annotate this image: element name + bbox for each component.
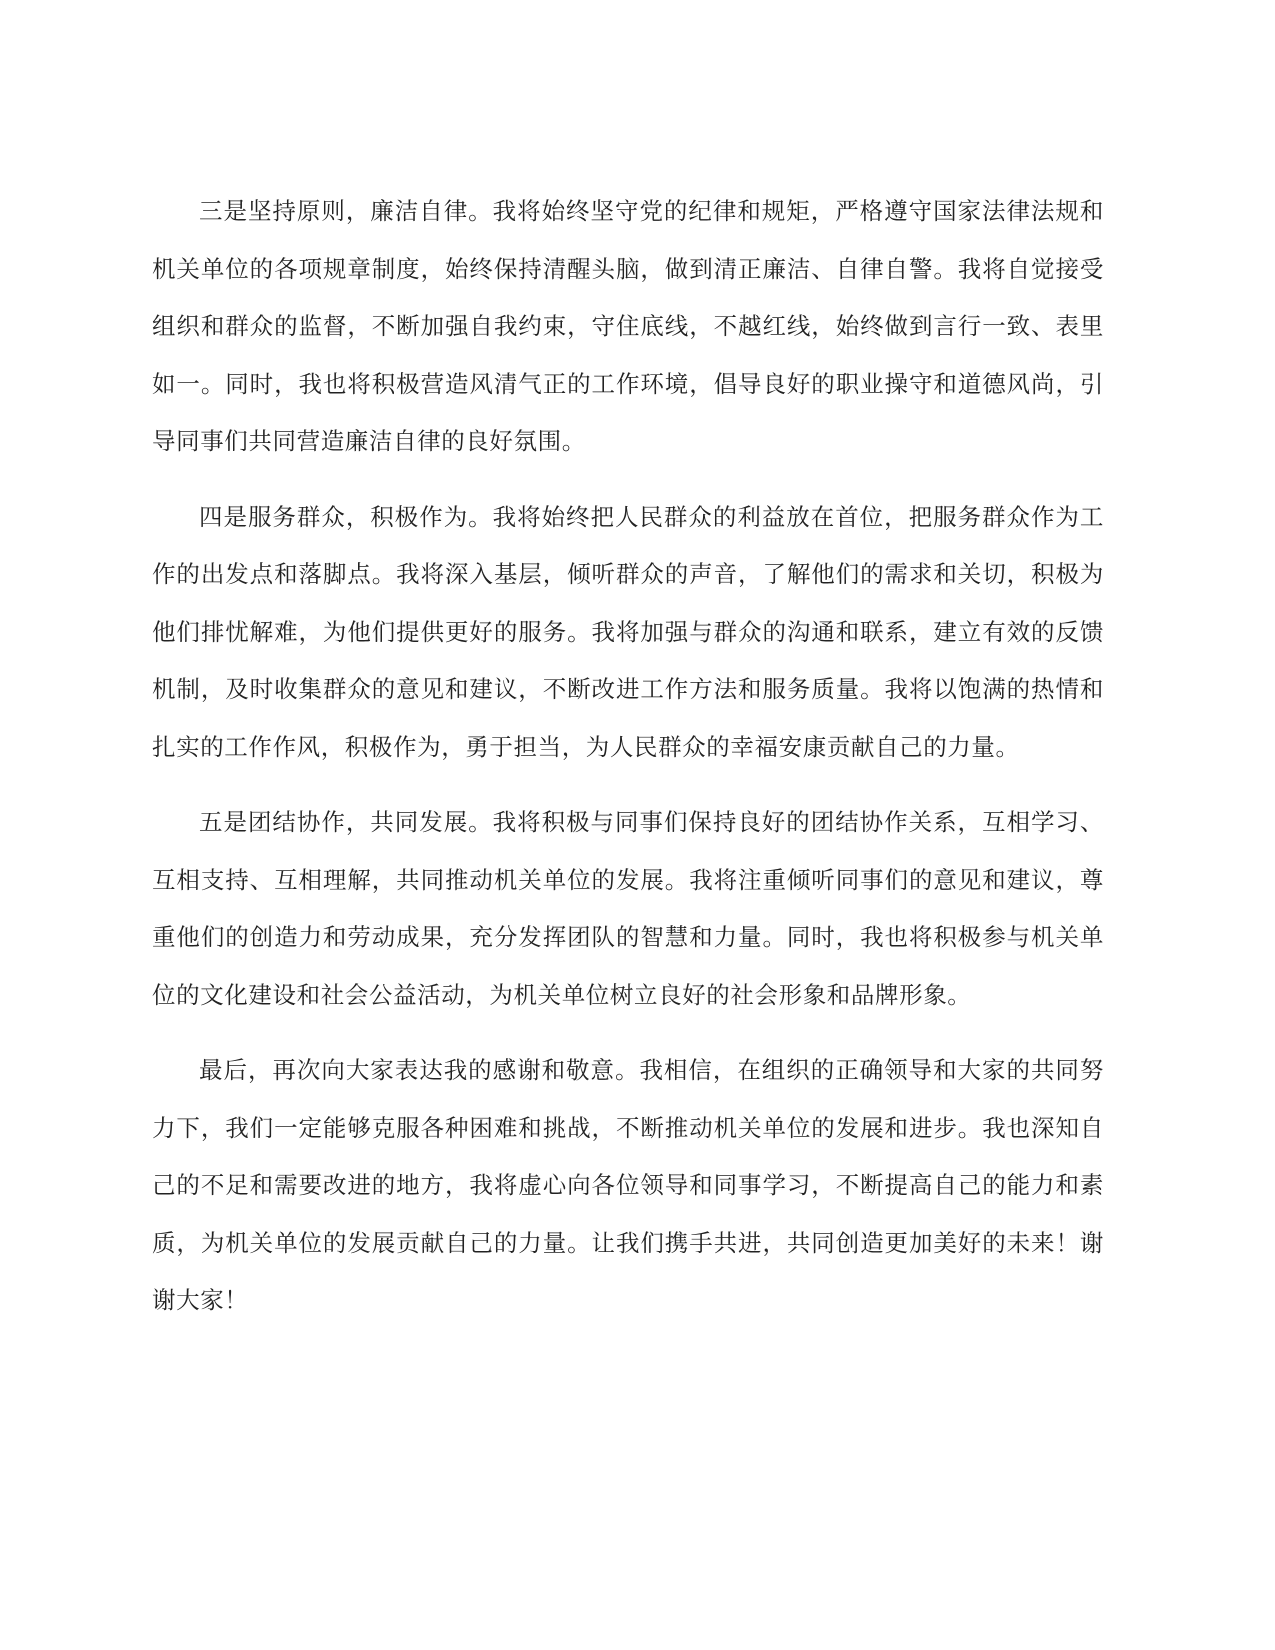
paragraph-closing-thanks: 最后，再次向大家表达我的感谢和敬意。我相信，在组织的正确领导和大家的共同努力下，我们一定能够克服各种困难和挑战，不断推动机关单位的发展和进步。我也深知自己的不足和需要改进的地方，我将虚心向各位领导和同事学习，不断提高自己的能力和素质，为机关单位的发展贡献自己的力量。让我们携手共进，共同创造更加美好的未来！谢谢大家！ bbox=[152, 1056, 1104, 1314]
paragraph-principle-integrity: 三是坚持原则，廉洁自律。我将始终坚守党的纪律和规矩，严格遵守国家法律法规和机关单位的各项规章制度，始终保持清醒头脑，做到清正廉洁、自律自警。我将自觉接受组织和群众的监督，不断加强自我约束，守住底线，不越红线，始终做到言行一致、表里如一。同时，我也将积极营造风清气正的工作环境，倡导良好的职业操守和道德风尚，引导同事们共同营造廉洁自律的良好氛围。 bbox=[152, 197, 1104, 455]
document-body bbox=[152, 183, 1104, 1348]
paragraph-serve-masses: 四是服务群众，积极作为。我将始终把人民群众的利益放在首位，把服务群众作为工作的出发点和落脚点。我将深入基层，倾听群众的声音，了解他们的需求和关切，积极为他们排忧解难，为他们提供更好的服务。我将加强与群众的沟通和联系，建立有效的反馈机制，及时收集群众的意见和建议，不断改进工作方法和服务质量。我将以饱满的热情和扎实的工作作风，积极作为，勇于担当，为人民群众的幸福安康贡献自己的力量。 bbox=[152, 502, 1104, 761]
paragraph-unity-cooperation: 五是团结协作，共同发展。我将积极与同事们保持良好的团结协作关系，互相学习、互相支持、互相理解，共同推动机关单位的发展。我将注重倾听同事们的意见和建议，尊重他们的创造力和劳动成果，充分发挥团队的智慧和力量。同时，我也将积极参与机关单位的文化建设和社会公益活动，为机关单位树立良好的社会形象和品牌形象。 bbox=[152, 808, 1104, 1009]
